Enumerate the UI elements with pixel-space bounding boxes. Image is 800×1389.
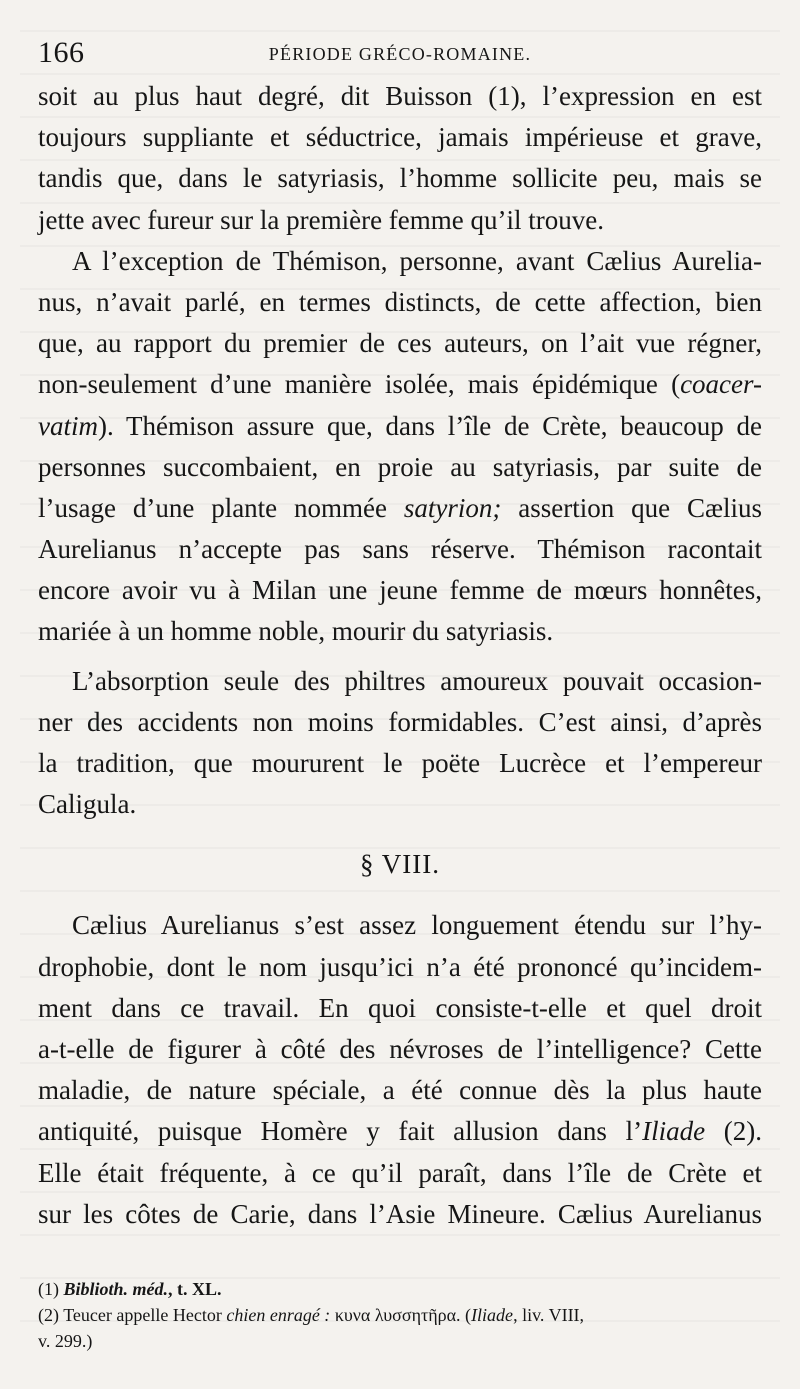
text-line: que, au rapport du premier de ces auteurs, on l’ait vue régner, [38,328,762,359]
text-line-mixed [38,488,762,529]
text-segment: assertion que Cælius [501,492,762,523]
running-head: PÉRIODE GRÉCO-ROMAINE. [268,44,532,64]
footnote-number: (2) [38,1305,59,1325]
italic-segment: Iliade [642,1116,706,1147]
footnote-number: (1) [38,1279,59,1299]
text-line: ment dans ce travail. En quoi consiste-t-elle et quel droit [38,992,762,1023]
footnote-italic: chien enragé : [226,1305,331,1325]
text-segment: (2). [705,1116,762,1147]
text-line: L’absorption seule des philtres amoureux pouvait occasion- [72,665,762,696]
footnote-2 [38,1302,762,1328]
text-line: nus, n’avait parlé, en termes distincts, de cette affection, bien [38,286,762,317]
footnote-2-continued: v. 299.) [38,1331,93,1351]
text-line: encore avoir vu à Milan une jeune femme de mœurs honnêtes, [38,575,762,606]
text-line: Cælius Aurelianus s’est assez longuement étendu sur l’hy- [72,910,762,941]
footnote-title: Biblioth. méd. [63,1279,169,1299]
text-line: soit au plus haut degré, dit Buisson (1), l’expression en est [38,81,762,111]
text-line: a-t-elle de figurer à côté des névroses de l’intelligence? Cette [38,1033,762,1064]
text-line: A l’exception de Thémison, personne, avant Cælius Aurelia- [72,245,762,276]
text-line-mixed [38,364,762,405]
text-segment: non-seulement d’une manière isolée, mais épidémique ( [38,369,681,400]
page-header [38,36,762,70]
italic-segment: vatim [38,410,98,441]
text-segment: ). Thémison assure que, dans l’île de Crète, beaucoup de [98,410,762,441]
text-segment: l’usage d’une plante nommée [38,492,404,523]
text-line: toujours suppliante et séductrice, jamais impérieuse et grave, [38,122,762,153]
text-line: drophobie, dont le nom jusqu’ici n’a été prononcé qu’incidem- [38,951,762,982]
page-number: 166 [38,36,85,69]
text-line: Aurelianus n’accepte pas sans réserve. Thémison racontait [38,534,762,565]
footnote-text: , liv. VIII, [513,1305,585,1325]
text-line: la tradition, que moururent le poëte Lucrèce et l’empereur [38,748,762,778]
text-line: Elle était fréquente, à ce qu’il paraît, dans l’île de Crète et [38,1157,762,1188]
text-line-mixed [38,406,762,447]
footnote-text: , t. XL. [168,1279,222,1299]
text-line: ner des accidents non moins formidables. C’est ainsi, d’après [38,706,762,737]
text-segment: antiquité, puisque Homère y fait allusion dans l’ [38,1116,643,1147]
footnote-greek: κυνα λυσσητῆρα. ( [330,1305,472,1325]
text-line: mariée à un homme noble, mourir du satyriasis. [38,616,554,647]
footnote-1 [38,1276,762,1302]
text-line: Caligula. [38,789,137,820]
italic-segment: coacer- [680,369,762,400]
text-line: jette avec fureur sur la première femme qu’il trouve. [38,204,604,235]
text-line: maladie, de nature spéciale, a été connue dès la plus haute [38,1075,762,1106]
text-line: personnes succombaient, en proie au satyriasis, par suite de [38,451,762,482]
paragraph-gap [38,653,762,661]
text-line: sur les côtes de Carie, dans l’Asie Mineure. Cælius Aurelianus [38,1198,762,1229]
italic-segment: satyrion; [403,492,502,523]
footnotes [38,1276,762,1354]
footnote-italic: Iliade [471,1305,514,1325]
footnote-text: Teucer appelle Hector [63,1305,227,1325]
text-line: tandis que, dans le satyriasis, l’homme sollicite peu, mais se [38,163,762,194]
section-heading: § VIII. [360,849,440,880]
body-text [38,76,762,1235]
text-line-mixed [38,1111,762,1152]
